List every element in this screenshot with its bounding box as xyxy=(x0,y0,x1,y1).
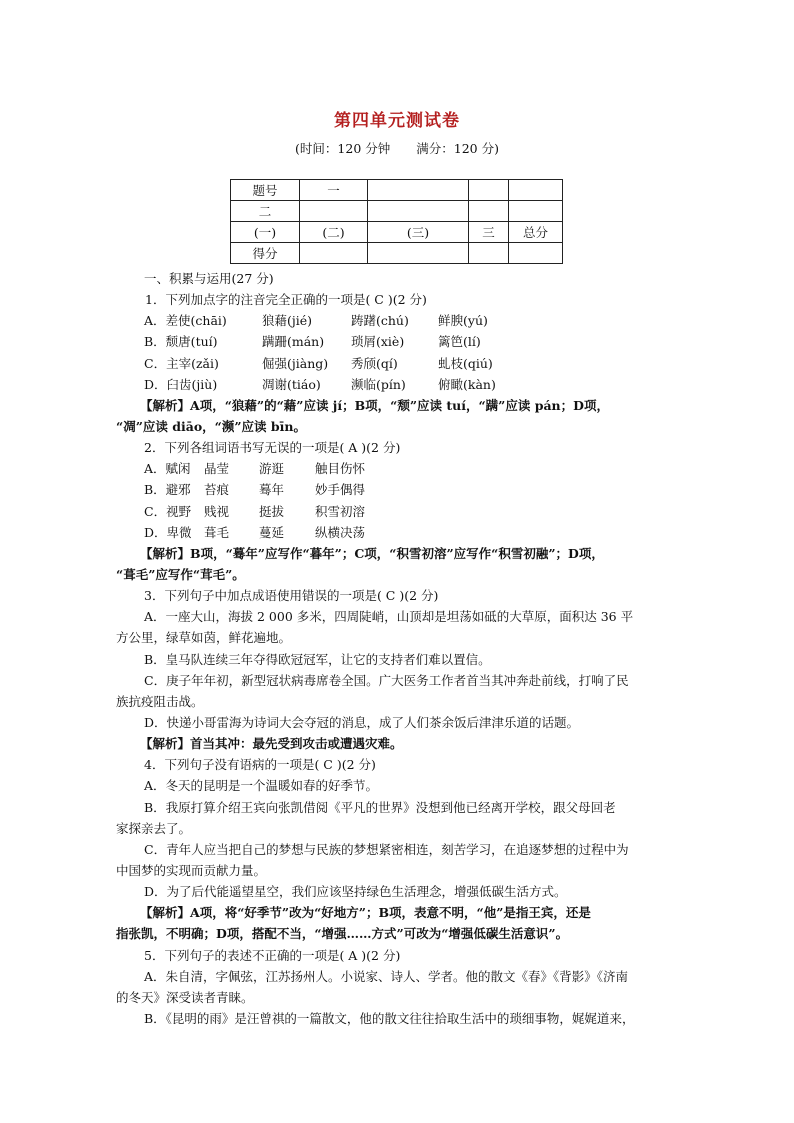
option-text: 族抗疫阻击战。 xyxy=(116,693,204,709)
question-stem: 3．下列句子中加点成语使用错误的一项是( C )(2 分) xyxy=(144,588,439,604)
option-item: 触目伤怀 xyxy=(315,461,366,477)
exam-total-score: 满分：120 分) xyxy=(416,141,499,156)
page-title: 第四单元测试卷 xyxy=(334,111,460,131)
option-text: B．皇马队连续三年夺得欧冠冠军，让它的支持者们难以置信。 xyxy=(144,651,491,667)
score-table-row xyxy=(231,201,563,222)
option-row xyxy=(144,458,654,479)
table-cell xyxy=(469,201,509,222)
table-cell xyxy=(509,243,563,264)
question-stem: 5．下列句子的表述不正确的一项是( A )(2 分) xyxy=(144,947,401,963)
option-text: B．我原打算介绍王宾向张凯借阅《平凡的世界》没想到他已经离开学校，跟父母回老 xyxy=(144,799,616,815)
table-cell: 三 xyxy=(469,222,509,243)
option-item: 虬枝(qiú) xyxy=(438,355,493,371)
analysis-text: 【解析】A项，“狼藉”的“藉”应读 jí；B项，“颓”应读 tuí，“蹒”应读 pán；D项， xyxy=(140,397,609,413)
option-item: B．颓唐(tuí) xyxy=(144,334,218,350)
table-cell: 一 xyxy=(300,180,368,201)
table-cell xyxy=(368,180,469,201)
option-item: C．视野 xyxy=(144,503,192,519)
option-item: 凋谢(tiáo) xyxy=(262,376,321,392)
option-item: 蔓延 xyxy=(259,524,285,540)
option-row xyxy=(144,353,654,374)
option-item: 俯瞰(kàn) xyxy=(438,376,496,392)
table-cell: (三) xyxy=(368,222,469,243)
table-cell: 二 xyxy=(231,201,300,222)
option-item: A．赋闲 xyxy=(144,461,191,477)
option-text: 方公里，绿草如茵，鲜花遍地。 xyxy=(116,630,292,646)
question-stem: 1．下列加点字的注音完全正确的一项是( C )(2 分) xyxy=(145,292,427,308)
table-cell: 得分 xyxy=(231,243,300,264)
option-row xyxy=(144,331,654,352)
option-item: 晶莹 xyxy=(204,461,230,477)
option-item: 挺拔 xyxy=(259,503,285,519)
option-item: 蹒跚(mán) xyxy=(262,334,325,350)
option-item: 狼藉(jié) xyxy=(262,313,313,329)
option-item: 纵横决荡 xyxy=(315,524,366,540)
analysis-text: 指张凯，不明确；D项，搭配不当，“增强……方式”可改为“增强低碳生活意识”。 xyxy=(116,926,569,942)
table-cell xyxy=(368,243,469,264)
option-item: A．差使(chāi) xyxy=(144,313,227,329)
option-row xyxy=(144,310,654,331)
table-cell: 总分 xyxy=(509,222,563,243)
option-text: C．青年人应当把自己的梦想与民族的梦想紧密相连，刻苦学习，在追逐梦想的过程中为 xyxy=(144,841,629,857)
exam-content xyxy=(116,268,654,1029)
score-table-row xyxy=(231,243,563,264)
option-text: D．为了后代能遥望星空，我们应该坚持绿色生活理念，增强低碳生活方式。 xyxy=(144,884,567,900)
table-cell xyxy=(469,180,509,201)
question-stem: 2．下列各组词语书写无误的一项是( A )(2 分) xyxy=(144,440,401,456)
option-item: 苔痕 xyxy=(204,482,230,498)
option-text: A．一座大山，海拔 2 000 多米，四周陡峭，山顶却是坦荡如砥的大草原，面积达 36 平 xyxy=(144,609,634,625)
analysis-text: “凋”应读 diāo，“濒”应读 bīn。 xyxy=(116,418,306,434)
option-item: 鲜腴(yú) xyxy=(438,313,488,329)
table-cell xyxy=(509,201,563,222)
option-item: 琐屑(xiè) xyxy=(351,334,405,350)
exam-time: (时间：120 分钟 xyxy=(295,141,391,156)
analysis-text: “葺毛”应写作“茸毛”。 xyxy=(116,566,245,582)
option-item: 积雪初溶 xyxy=(315,503,366,519)
option-item: D．臼齿(jiù) xyxy=(144,376,218,392)
table-cell xyxy=(300,201,368,222)
option-item: 篱笆(lí) xyxy=(438,334,481,350)
option-text: 家探亲去了。 xyxy=(116,820,192,836)
section-heading: 一、积累与运用(27 分) xyxy=(144,271,274,286)
analysis-text: 【解析】B项，“蓦年”应写作“暮年”；C项，“积雪初溶”应写作“积雪初融”；D项， xyxy=(140,545,604,561)
table-cell: 题号 xyxy=(231,180,300,201)
option-item: 濒临(pín) xyxy=(351,376,406,392)
table-cell: (一) xyxy=(231,222,300,243)
option-item: 游逛 xyxy=(259,461,285,477)
option-row xyxy=(144,479,654,500)
option-item: 蓦年 xyxy=(259,482,285,498)
score-table-row xyxy=(231,222,563,243)
option-item: 秀颀(qí) xyxy=(351,355,398,371)
option-item: B．避邪 xyxy=(144,482,191,498)
table-cell xyxy=(300,243,368,264)
table-cell: (二) xyxy=(300,222,368,243)
table-cell xyxy=(368,201,469,222)
analysis-text: 【解析】A项，将“好季节”改为“好地方”；B项，表意不明，“他”是指王宾，还是 xyxy=(140,905,591,921)
analysis-text: 【解析】首当其冲：最先受到攻击或遭遇灾难。 xyxy=(140,736,403,752)
option-item: 贱视 xyxy=(204,503,230,519)
option-text: A．朱自清，字佩弦，江苏扬州人。小说家、诗人、学者。他的散文《春》《背影》《济南 xyxy=(144,968,629,984)
option-text: 中国梦的实现而贡献力量。 xyxy=(116,862,267,878)
question-stem: 4．下列句子没有语病的一项是( C )(2 分) xyxy=(144,757,376,773)
option-item: 踌躇(chú) xyxy=(351,313,409,329)
option-text: A．冬天的昆明是一个温暖如春的好季节。 xyxy=(144,778,379,794)
score-table-row xyxy=(231,180,563,201)
option-row xyxy=(144,522,654,543)
option-text: 的冬天》深受读者青睐。 xyxy=(116,989,254,1005)
option-text: C．庚子年年初，新型冠状病毒席卷全国。广大医务工作者首当其冲奔赴前线，打响了民 xyxy=(144,672,629,688)
option-item: C．主宰(zǎi) xyxy=(144,355,219,371)
option-row xyxy=(144,374,654,395)
score-table xyxy=(230,179,563,264)
option-item: 妙手偶得 xyxy=(315,482,366,498)
option-item: 倔强(jiàng) xyxy=(262,355,329,371)
option-text: D．快递小哥雷海为诗词大会夺冠的消息，成了人们茶余饭后津津乐道的话题。 xyxy=(144,714,580,730)
exam-info xyxy=(0,139,794,157)
option-row xyxy=(144,501,654,522)
option-item: 葺毛 xyxy=(204,524,230,540)
option-text: B．《昆明的雨》是汪曾祺的一篇散文，他的散文往往拾取生活中的琐细事物，娓娓道来， xyxy=(144,1010,635,1026)
table-cell xyxy=(509,180,563,201)
option-item: D．卑微 xyxy=(144,524,192,540)
table-cell xyxy=(469,243,509,264)
